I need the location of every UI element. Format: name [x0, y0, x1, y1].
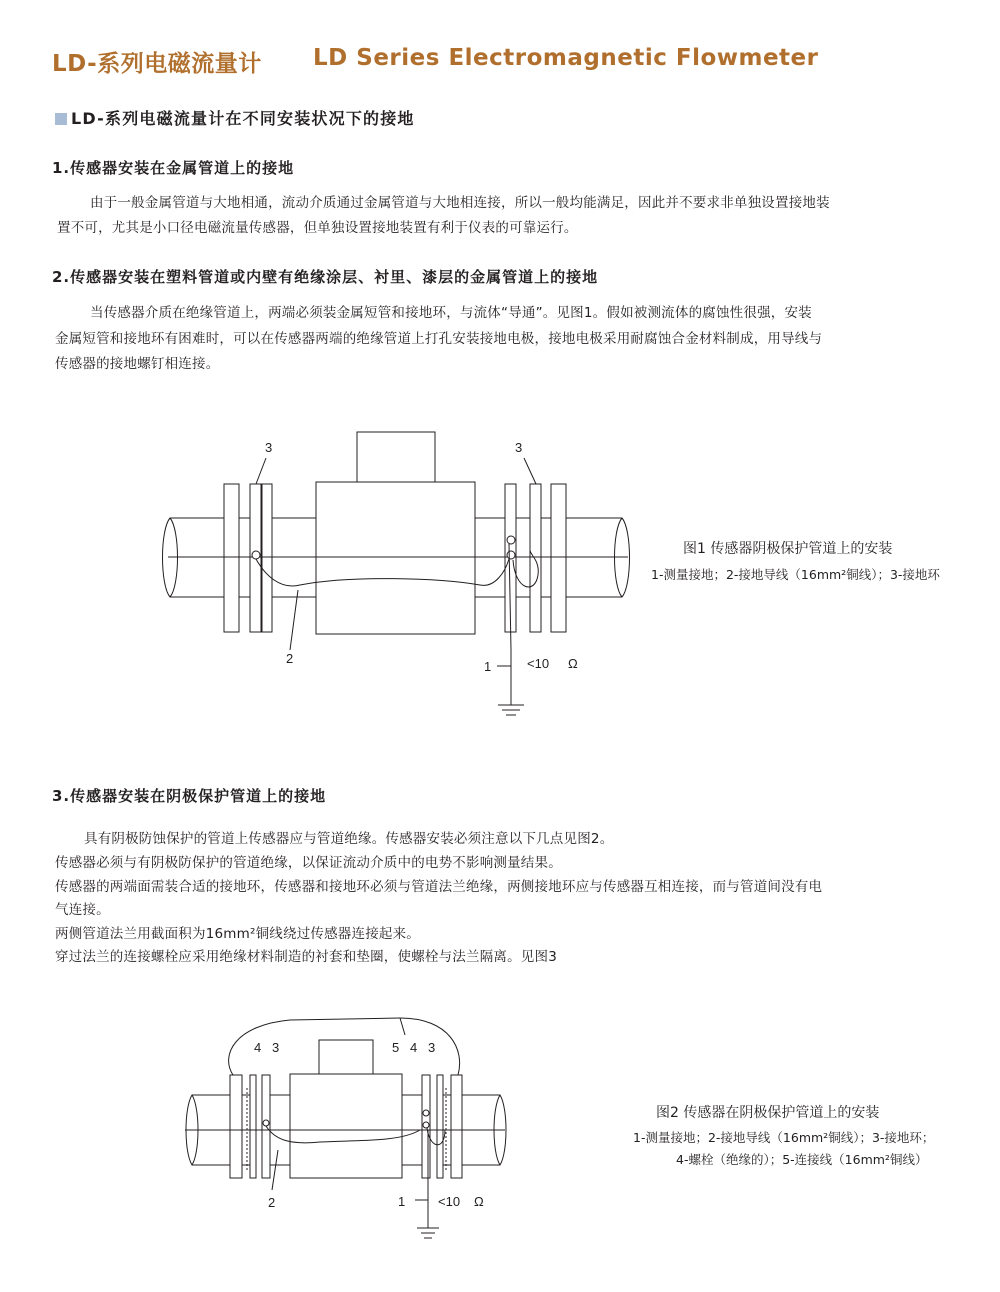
fig1-ground-ring-right — [505, 484, 516, 632]
section-title — [55, 106, 415, 129]
fig1-pipe-left — [163, 518, 225, 597]
fig1-sensor-body — [316, 482, 475, 634]
fig1-legend: 1-测量接地；2-接地导线（16mm²铜线）；3-接地环 — [651, 567, 940, 582]
square-bullet-icon — [55, 113, 67, 125]
s3-line: 两侧管道法兰用截面积为16mm²铜线绕过传感器连接起来。 — [55, 926, 420, 942]
section-title-text: LD-系列电磁流量计在不同安装状况下的接地 — [71, 109, 415, 128]
fig2-flange-right — [451, 1075, 462, 1178]
fig1-pipe-right — [566, 518, 630, 597]
fig2-label-4-left: 4 — [254, 1040, 262, 1055]
fig2-ground-ring-left — [262, 1075, 270, 1178]
fig1-label-1: 1 — [484, 659, 492, 674]
s1-line: 置不可，尤其是小口径电磁流量传感器，但单独设置接地装置有利于仪表的可靠运行。 — [57, 220, 578, 236]
fig1-ground-ring-left — [250, 484, 261, 632]
fig1-label-ohm: Ω — [568, 656, 578, 671]
fig2-connection-wire — [229, 1018, 460, 1075]
fig2-label-3-left: 3 — [272, 1040, 280, 1055]
fig2-sensor-body — [290, 1074, 402, 1178]
fig2-legend-line-1: 1-测量接地；2-接地导线（16mm²铜线）；3-接地环； — [633, 1130, 935, 1145]
s3-heading: 3.传感器安装在阴极保护管道上的接地 — [52, 787, 327, 805]
s3-line: 气连接。 — [55, 902, 110, 918]
s1-heading: 1.传感器安装在金属管道上的接地 — [52, 159, 295, 177]
fig1-label-3-right: 3 — [515, 440, 523, 455]
fig2-label-3-right: 3 — [428, 1040, 436, 1055]
s3-line: 传感器的两端面需装合适的接地环，传感器和接地环必须与管道法兰绝缘，两侧接地环应与传感器互相连接，而与管道间没有电 — [55, 879, 823, 895]
fig2-label-5: 5 — [392, 1040, 400, 1055]
fig2-label-ohm: Ω — [474, 1194, 484, 1209]
s2-line: 金属短管和接地环有困难时，可以在传感器两端的绝缘管道上打孔安装接地电极，接地电极采用耐腐蚀合金材料制成，用导线与 — [55, 331, 823, 347]
s3-line: 具有阴极防蚀保护的管道上传感器应与管道绝缘。传感器安装必须注意以下几点见图2。 — [84, 831, 614, 847]
fig1-label-resistance: <10 — [527, 656, 550, 671]
s3-line: 穿过法兰的连接螺栓应采用绝缘材料制造的衬套和垫圈，使螺栓与法兰隔离。见图3 — [55, 949, 557, 965]
fig1-caption: 图1 传感器阴极保护管道上的安装 — [683, 541, 893, 557]
fig2-label-resistance: <10 — [438, 1194, 461, 1209]
fig2-label-2: 2 — [268, 1195, 276, 1210]
s1-line: 由于一般金属管道与大地相通，流动介质通过金属管道与大地相连接，所以一般均能满足，因此并不要求非单独设置接地装 — [90, 195, 830, 211]
fig2-label-4-right: 4 — [410, 1040, 418, 1055]
fig2-caption: 图2 传感器在阴极保护管道上的安装 — [656, 1105, 880, 1121]
fig2-label-1: 1 — [398, 1194, 406, 1209]
s2-line: 传感器的接地螺钉相连接。 — [55, 356, 220, 372]
page-title-en: LD Series Electromagnetic Flowmeter — [313, 45, 819, 71]
fig1-flange-left-outer — [224, 484, 239, 632]
s3-line: 传感器必须与有阴极防保护的管道绝缘，以保证流动介质中的电势不影响测量结果。 — [55, 855, 562, 871]
fig2-converter-box — [319, 1040, 373, 1074]
fig2-legend-line-2: 4-螺栓（绝缘的）；5-连接线（16mm²铜线） — [676, 1152, 928, 1167]
page-title-cn: LD-系列电磁流量计 — [52, 51, 262, 77]
fig1-flange-right-outer — [551, 484, 566, 632]
fig2-ground-ring-right — [422, 1075, 430, 1178]
fig1-label-2: 2 — [286, 651, 294, 666]
fig1-label-3-left: 3 — [265, 440, 273, 455]
s2-heading: 2.传感器安装在塑料管道或内壁有绝缘涂层、衬里、漆层的金属管道上的接地 — [52, 268, 599, 286]
fig1-converter-box — [357, 432, 435, 482]
fig1-ground-wire — [256, 559, 509, 586]
fig2-flange-left — [230, 1075, 242, 1178]
s2-line: 当传感器介质在绝缘管道上，两端必须装金属短管和接地环，与流体“导通”。见图1。假如被测流体的腐蚀性很强，安装 — [90, 305, 812, 321]
